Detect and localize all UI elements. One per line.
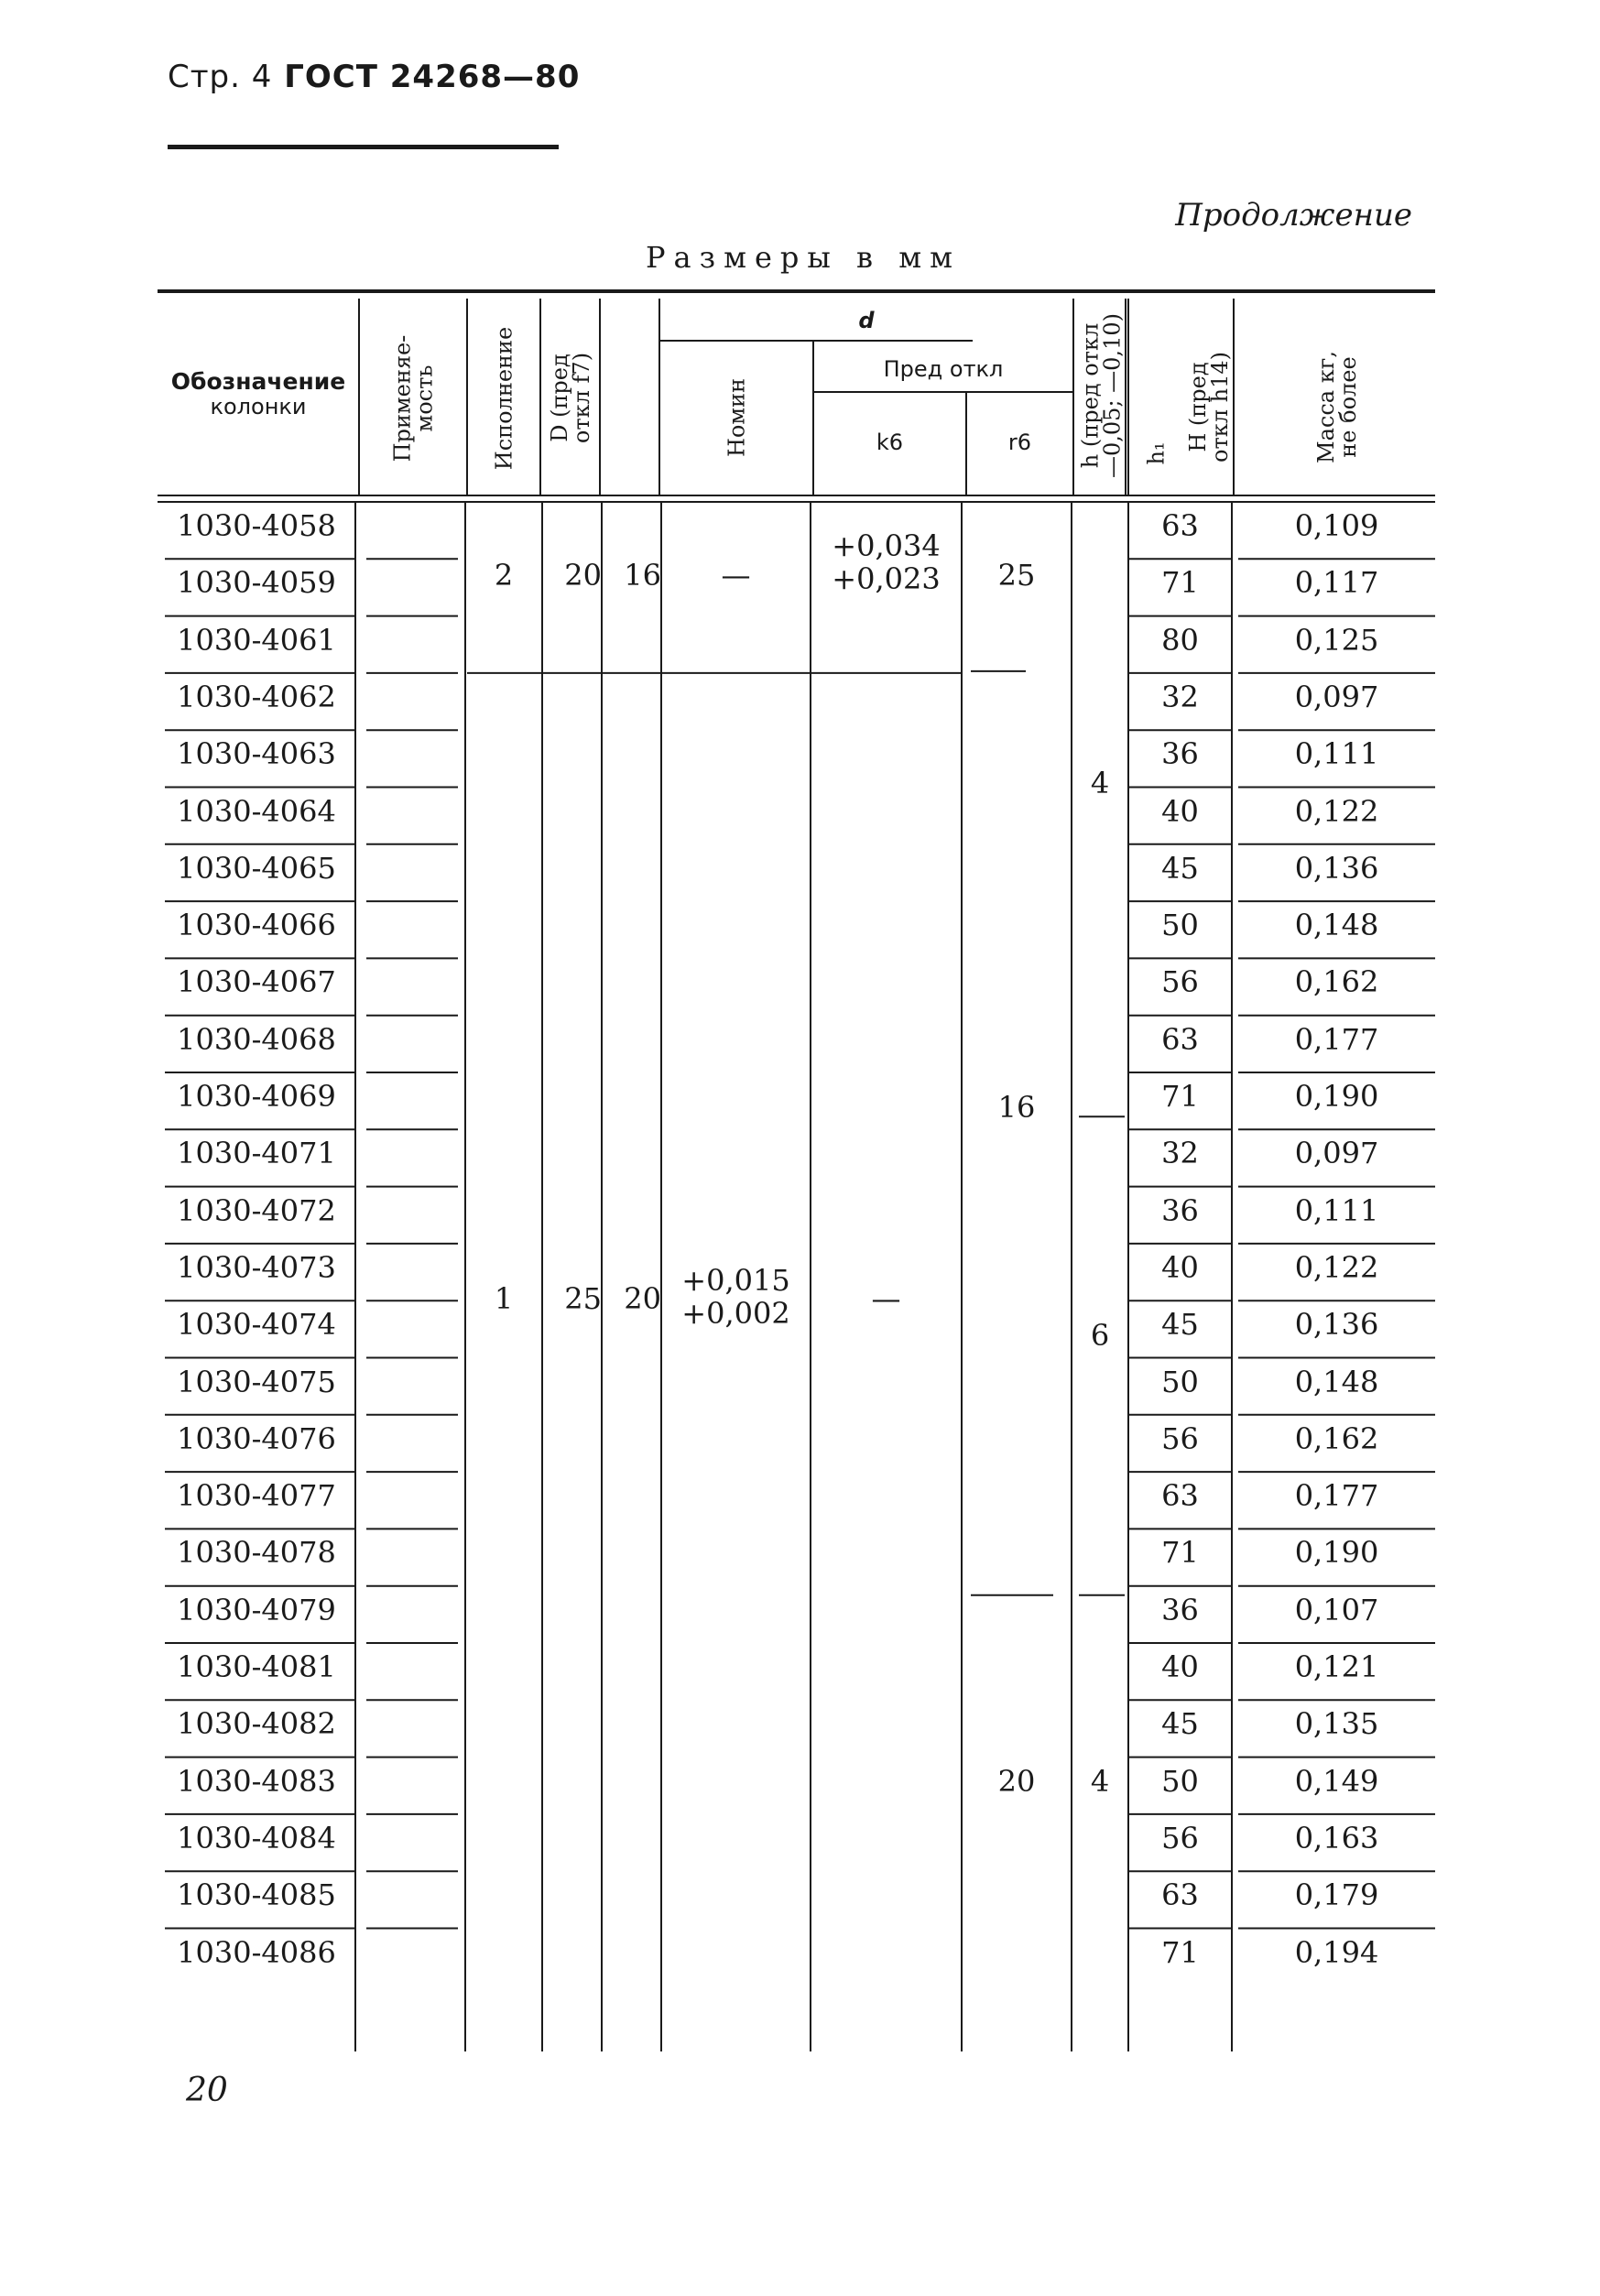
header-mass-line-2: не более [1334,356,1361,458]
page-number: 20 [186,2072,228,2109]
designation-cell: 1030-4082 [177,1706,336,1742]
H-cell: 71 [1161,1934,1199,1970]
header-d-nom-line-1: Номин [724,377,749,457]
h1-cell: 4 [1090,766,1110,801]
H-cell: 71 [1161,565,1199,601]
mass-cell: 0,107 [1294,1592,1379,1627]
mass-cell: 0,121 [1294,1649,1379,1684]
H-cell: 50 [1161,1763,1199,1799]
version-cell: 1 [494,1280,514,1316]
H-cell: 45 [1161,850,1199,886]
designation-cell: 1030-4075 [177,1364,336,1399]
continuation-label: Продолжение [1175,197,1412,234]
designation-cell: 1030-4079 [177,1592,336,1627]
header-h [1073,304,1128,486]
header-d: d [858,308,875,333]
k6-cell: — [721,558,751,593]
header-k6: k6 [876,430,904,455]
standard-number: ГОСТ 24268—80 [284,59,581,95]
H-cell: 40 [1161,1249,1199,1285]
designation-cell: 1030-4081 [177,1649,336,1684]
mass-cell: 0,162 [1294,1420,1379,1456]
H-cell: 56 [1161,964,1199,1000]
header-mass-line-1: Масса кг, [1312,351,1339,463]
H-cell: 71 [1161,1079,1199,1114]
h1-cell: 6 [1090,1318,1110,1354]
designation-cell: 1030-4065 [177,850,336,886]
H-cell: 32 [1161,679,1199,714]
mass-cell: 0,190 [1294,1535,1379,1571]
H-cell: 36 [1161,1592,1199,1627]
header-designation-2: колонки [210,394,307,419]
header-version-line-1: Исполнение [491,326,517,470]
r6-cell-lower: +0,023 [832,561,941,596]
designation-cell: 1030-4085 [177,1877,336,1913]
mass-cell: 0,135 [1294,1706,1379,1742]
designation-cell: 1030-4069 [177,1079,336,1114]
mass-cell: 0,111 [1294,1192,1379,1228]
H-cell: 45 [1161,1307,1199,1343]
header-designation-1: Обозначение [170,368,346,395]
mass-cell: 0,148 [1294,1364,1379,1399]
header-h-line-1: h (пред откл [1077,322,1103,468]
H-cell: 63 [1161,1478,1199,1514]
mass-cell: 0,109 [1294,508,1379,543]
mass-cell: 0,177 [1294,1021,1379,1057]
designation-cell: 1030-4086 [177,1934,336,1970]
header-h-line-2: —0,05; —0,10) [1099,312,1125,478]
h-cell: 16 [997,1090,1036,1125]
header-mass [1238,328,1435,486]
designation-cell: 1030-4067 [177,964,336,1000]
H-cell: 56 [1161,1820,1199,1855]
mass-cell: 0,163 [1294,1820,1379,1855]
mass-cell: 0,111 [1294,736,1379,772]
h-cell: 25 [997,558,1036,593]
H-cell: 80 [1161,622,1199,658]
d-nom-cell: 20 [624,1280,661,1316]
mass-cell: 0,148 [1294,908,1379,943]
mass-cell: 0,122 [1294,793,1379,829]
mass-cell: 0,149 [1294,1763,1379,1799]
header-pred-otkl: Пред откл [883,356,1004,382]
designation-cell: 1030-4068 [177,1021,336,1057]
designation-cell: 1030-4073 [177,1249,336,1285]
mass-cell: 0,194 [1294,1934,1379,1970]
H-cell: 63 [1161,1021,1199,1057]
H-cell: 40 [1161,1649,1199,1684]
designation-cell: 1030-4078 [177,1535,336,1571]
H-cell: 63 [1161,1877,1199,1913]
D-cell: 25 [564,1280,602,1316]
designation-cell: 1030-4059 [177,565,336,601]
H-cell: 50 [1161,908,1199,943]
designation-cell: 1030-4061 [177,622,336,658]
mass-cell: 0,136 [1294,850,1379,886]
header-H-line-1: H (пред [1184,362,1211,452]
H-cell: 50 [1161,1364,1199,1399]
mass-cell: 0,162 [1294,964,1379,1000]
designation-cell: 1030-4058 [177,508,336,543]
header-applicability-line-1: Применяе- [389,334,415,462]
h-cell: 20 [997,1763,1036,1799]
mass-cell: 0,179 [1294,1877,1379,1913]
designation-cell: 1030-4072 [177,1192,336,1228]
header-applicability-line-2: мость [411,365,437,431]
header-D-line-1: D (пред [546,354,572,442]
mass-cell: 0,122 [1294,1249,1379,1285]
mass-cell: 0,097 [1294,679,1379,714]
d-nom-cell: 16 [624,558,661,593]
mass-cell: 0,136 [1294,1307,1379,1343]
header-D [540,310,600,486]
mass-cell: 0,177 [1294,1478,1379,1514]
designation-cell: 1030-4076 [177,1420,336,1456]
r6-cell: — [871,1280,901,1316]
page-ref: Стр. 4 [168,59,273,95]
h1-cell: 4 [1090,1763,1110,1799]
mass-cell: 0,097 [1294,1136,1379,1171]
header-H [1179,328,1238,486]
designation-cell: 1030-4074 [177,1307,336,1343]
H-cell: 45 [1161,1706,1199,1742]
header-D-line-2: откл f7) [568,352,594,444]
k6-cell-upper: +0,015 [681,1262,790,1298]
k6-cell-lower: +0,002 [681,1295,790,1331]
H-cell: 32 [1161,1136,1199,1171]
mass-cell: 0,117 [1294,565,1379,601]
designation-cell: 1030-4077 [177,1478,336,1514]
designation-cell: 1030-4083 [177,1763,336,1799]
header-r6: r6 [1007,430,1032,455]
mass-cell: 0,190 [1294,1079,1379,1114]
H-cell: 36 [1161,736,1199,772]
version-cell: 2 [494,558,514,593]
designation-cell: 1030-4066 [177,908,336,943]
H-cell: 36 [1161,1192,1199,1228]
designation-cell: 1030-4064 [177,793,336,829]
designation-cell: 1030-4063 [177,736,336,772]
H-cell: 40 [1161,793,1199,829]
header-d-nom [659,348,813,486]
H-cell: 63 [1161,508,1199,543]
mass-cell: 0,125 [1294,622,1379,658]
units-caption: Размеры в мм [646,240,961,275]
r6-cell-upper: +0,034 [832,528,941,563]
D-cell: 20 [564,558,602,593]
header-version [467,310,540,486]
designation-cell: 1030-4071 [177,1136,336,1171]
header-h1 [1128,419,1183,486]
header-h1-line-1: h₁ [1143,441,1169,465]
H-cell: 56 [1161,1420,1199,1456]
header-applicability [359,310,467,486]
designation-cell: 1030-4084 [177,1820,336,1855]
designation-cell: 1030-4062 [177,679,336,714]
header-H-line-2: откл h14) [1206,352,1233,462]
H-cell: 71 [1161,1535,1199,1571]
